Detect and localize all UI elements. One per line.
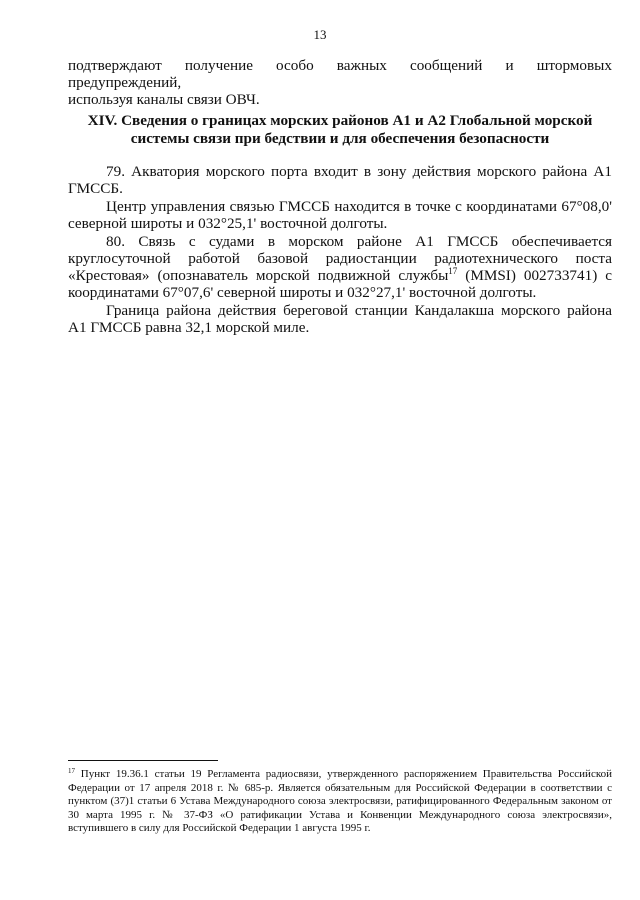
paragraph-79: 79. Акватория морского порта входит в зону действия морского района А1 ГМССБ. [68,163,612,197]
section-heading-line-1: XIV. Сведения о границах морских районов А1 и А2 Глобальной морской [87,112,593,129]
section-heading-line-2: системы связи при бедствии и для обеспечения безопасности [130,130,550,147]
footnote-marker: 17 [68,767,75,775]
intro-line-2: используя каналы связи ОВЧ. [68,91,260,108]
intro-paragraph [68,57,612,108]
page-number: 13 [313,27,327,42]
paragraph-control-center: Центр управления связью ГМССБ находится в точке с координатами 67°08,0' северной широты и 032°25,1' восточной долготы. [68,198,612,232]
paragraph-80-text-a: 80. Связь с судами в морском районе А1 ГМССБ обеспечивается круглосуточной работой базовой радиостанции радиотехнического поста «Крестовая» (опознаватель морской подвижной службы [68,233,612,284]
section-heading [68,112,612,148]
paragraph-80 [68,233,612,301]
footnote-divider [68,760,218,761]
footnote-text: Пункт 19.36.1 статьи 19 Регламента радиосвязи, утвержденного распоряжением Правительства Российской Федерации от 17 апреля 2018 г. № 685-р. Является обязательным для Российской Федерации в соответствии с пунктом (37)1 статьи 6 Устава Международного союза электросвязи, ратифицированного Федеральным законом от 30 марта 1995 г. № 37-ФЗ «О ратификации Устава и Конвенции Международного союза электросвязи», вступившего в силу для Российской Федерации 1 августа 1995 г. [68,768,612,835]
footnote-17 [68,768,612,836]
intro-line-1: подтверждают получение особо важных сообщений и штормовых предупреждений, [68,57,612,91]
paragraph-80-text-b: (MMSI) 002733741) с координатами 67°07,6' северной широты и 032°27,1' восточной долготы. [68,267,612,301]
paragraph-coverage-border: Граница района действия береговой станции Кандалакша морского района А1 ГМССБ равна 32,1 морской миле. [68,302,612,336]
footnote-ref-17: 17 [448,266,458,276]
section-body [68,163,612,336]
